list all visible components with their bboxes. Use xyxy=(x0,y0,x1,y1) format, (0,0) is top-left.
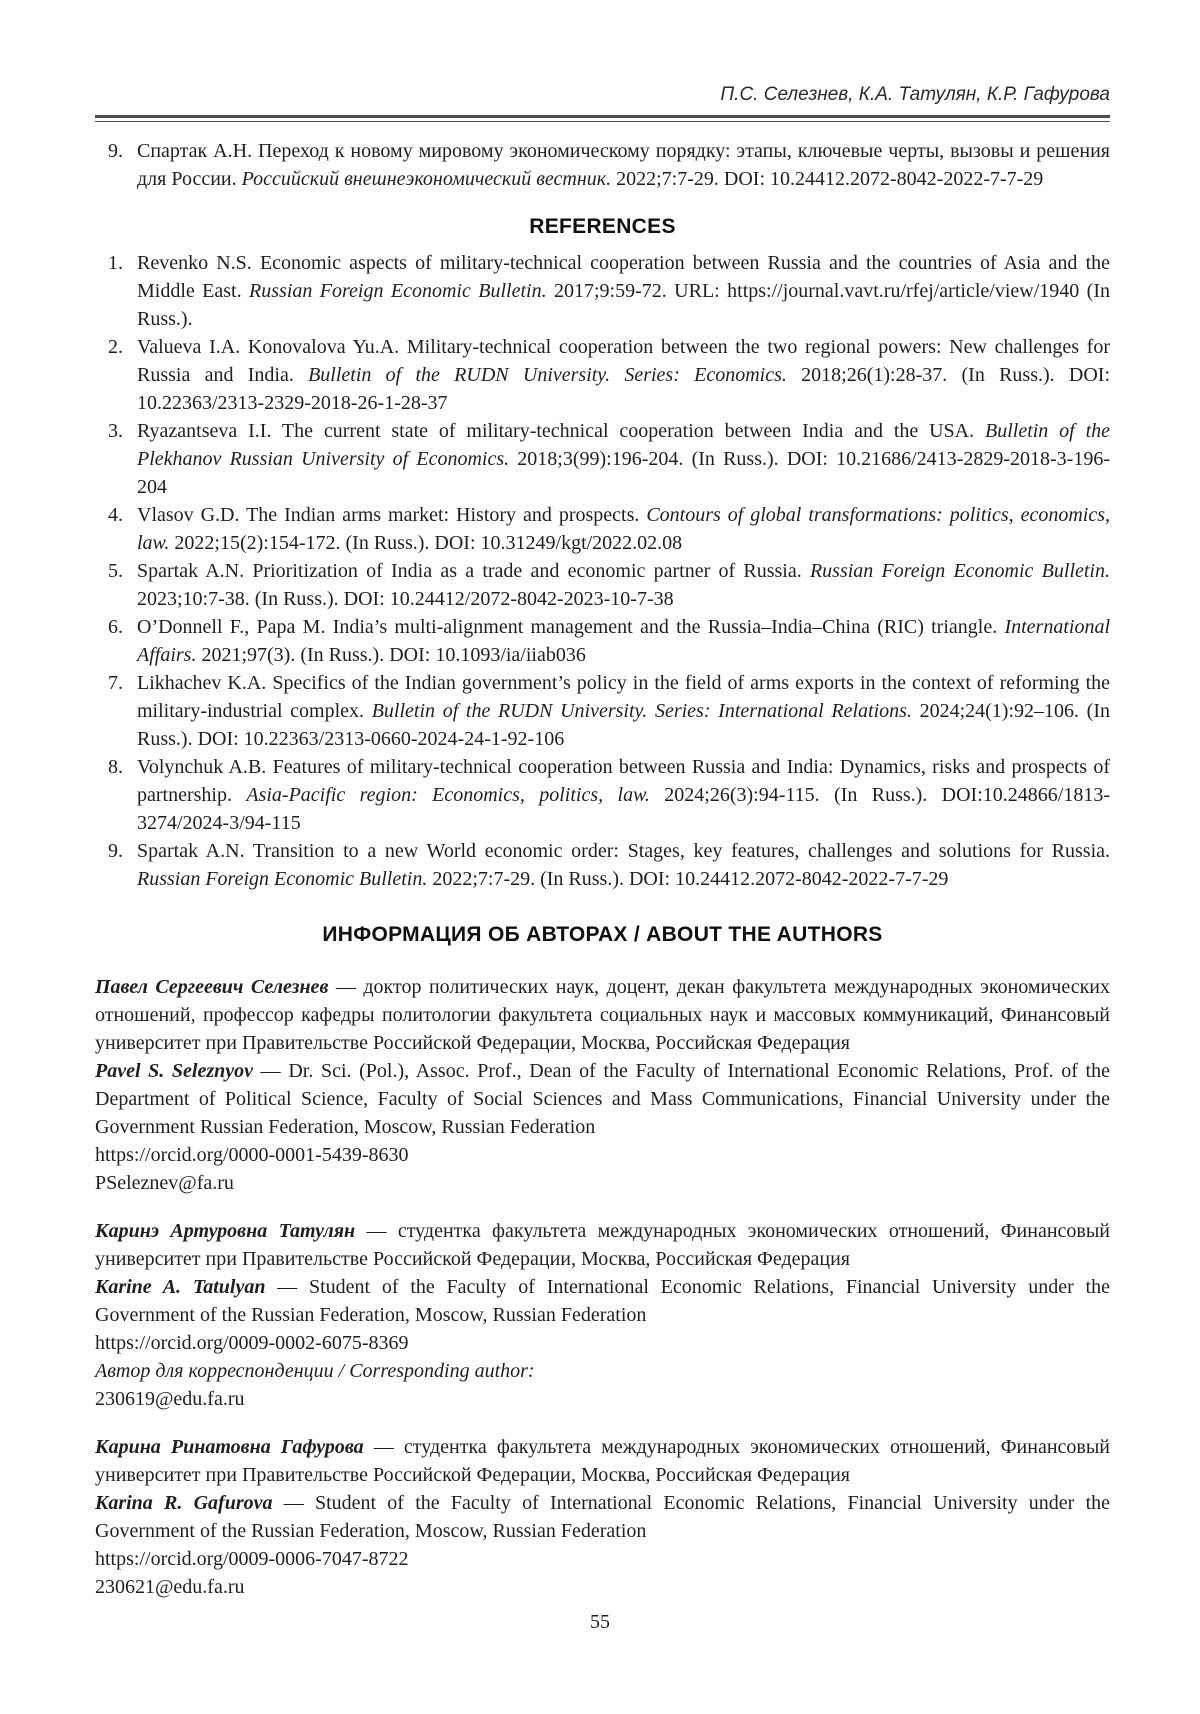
reference-text xyxy=(137,672,1110,750)
text-run: — студентка факультета международных экономических отношений, Финансовый университет при Правительстве Российской Федерации, Москва, Российская Федерация xyxy=(95,1220,1110,1270)
reference-text xyxy=(137,560,1110,610)
author-paragraph xyxy=(95,1169,1110,1197)
text-run: — Student of the Faculty of International Economic Relations, Financial University under the Government of the Russian Federation, Moscow, Russian Federation xyxy=(95,1492,1111,1542)
reference-item xyxy=(95,137,1110,193)
styled-text-run: Павел Сергеевич Селезнев xyxy=(95,976,329,998)
author-block xyxy=(95,1433,1110,1601)
authors-list xyxy=(95,973,1110,1601)
reference-text xyxy=(137,504,1110,554)
author-paragraph xyxy=(95,1573,1110,1601)
reference-item xyxy=(95,753,1110,837)
text-run: 230621@edu.fa.ru xyxy=(95,1576,245,1598)
text-run: https://orcid.org/0009-0006-7047-8722 xyxy=(95,1548,409,1570)
styled-text-run: Карина Ринатовна Гафурова xyxy=(95,1436,364,1458)
author-paragraph xyxy=(95,1217,1110,1273)
reference-text xyxy=(137,616,1110,666)
reference-item xyxy=(95,417,1110,501)
prelude-reference-list xyxy=(95,137,1110,193)
reference-number: 3. xyxy=(108,420,123,442)
text-run: Спартак А.Н. Переход к новому мировому экономическому порядку: этапы, ключевые черты, вызовы и решения для России. xyxy=(137,140,1110,190)
reference-number: 7. xyxy=(108,672,123,694)
author-paragraph xyxy=(95,1273,1110,1329)
reference-text xyxy=(137,336,1110,414)
references-heading: REFERENCES xyxy=(529,215,676,238)
styled-text-run: Российский внешнеэкономический вестник. xyxy=(241,168,612,190)
reference-item xyxy=(95,837,1110,893)
reference-number: 9. xyxy=(108,140,123,162)
running-head-authors: П.С. Селезнев, К.А. Татулян, К.Р. Гафурова xyxy=(720,84,1110,105)
author-block xyxy=(95,973,1110,1197)
text-run: Vlasov G.D. The Indian arms market: History and prospects. xyxy=(137,504,647,526)
reference-item xyxy=(95,501,1110,557)
reference-item xyxy=(95,613,1110,669)
reference-number: 8. xyxy=(108,756,123,778)
author-paragraph xyxy=(95,973,1110,1057)
styled-text-run: International Affairs. xyxy=(137,616,1110,666)
text-run: https://orcid.org/0009-0002-6075-8369 xyxy=(95,1332,409,1354)
styled-text-run: Russian Foreign Economic Bulletin. xyxy=(137,868,428,890)
text-run: 2022;7:7-29. DOI: 10.24412.2072-8042-2022-7-7-29 xyxy=(611,168,1044,190)
author-paragraph xyxy=(95,1433,1110,1489)
text-run: Valueva I.A. Konovalova Yu.A. Military-technical cooperation between the two regional powers: New challenges for Russia and India. xyxy=(137,336,1110,386)
reference-item xyxy=(95,249,1110,333)
author-paragraph xyxy=(95,1329,1110,1357)
text-run: 2022;7:7-29. (In Russ.). DOI: 10.24412.2072-8042-2022-7-7-29 xyxy=(427,868,949,890)
styled-text-run: Asia-Pacific region: Economics, politics, law. xyxy=(246,784,650,806)
reference-list xyxy=(95,249,1110,893)
reference-item xyxy=(95,557,1110,613)
styled-text-run: Bulletin of the RUDN University. Series: International Relations. xyxy=(371,700,912,722)
page-number: 55 xyxy=(590,1611,610,1633)
text-run: 2024;24(1):92–106. (In Russ.). DOI: 10.22363/2313-0660-2024-24-1-92-106 xyxy=(137,700,1110,750)
text-run: Ryazantseva I.I. The current state of military-technical cooperation between India and the USA. xyxy=(137,420,985,442)
styled-text-run: Автор для корреспонденции / Corresponding author: xyxy=(95,1360,535,1382)
text-run: 2022;15(2):154-172. (In Russ.). DOI: 10.31249/kgt/2022.02.08 xyxy=(169,532,683,554)
text-run: PSeleznev@fa.ru xyxy=(95,1172,234,1194)
text-run: https://orcid.org/0000-0001-5439-8630 xyxy=(95,1144,409,1166)
reference-text xyxy=(137,840,1110,890)
text-run: Revenko N.S. Economic aspects of military-technical cooperation between Russia and the countries of Asia and the Middle East. xyxy=(137,252,1110,302)
reference-number: 6. xyxy=(108,616,123,638)
text-run: Volynchuk A.B. Features of military-technical cooperation between Russia and India: Dynamics, risks and prospects of partnership. xyxy=(137,756,1110,806)
styled-text-run: Bulletin of the RUDN University. Series: Economics. xyxy=(308,364,787,386)
text-run: Spartak A.N. Transition to a new World economic order: Stages, key features, challenges and solutions for Russia. xyxy=(137,840,1110,862)
styled-text-run: Russian Foreign Economic Bulletin. xyxy=(809,560,1110,582)
author-paragraph xyxy=(95,1545,1110,1573)
styled-text-run: Contours of global transformations: politics, economics, law. xyxy=(137,504,1110,554)
author-block xyxy=(95,1217,1110,1413)
text-run: — студентка факультета международных экономических отношений, Финансовый университет при Правительстве Российской Федерации, Москва, Российская Федерация xyxy=(95,1436,1110,1486)
text-run: 2021;97(3). (In Russ.). DOI: 10.1093/ia/iiab036 xyxy=(196,644,586,666)
header-rule xyxy=(95,115,1110,122)
reference-text xyxy=(137,140,1110,190)
text-run: Spartak A.N. Prioritization of India as a trade and economic partner of Russia. xyxy=(137,560,810,582)
styled-text-run: Bulletin of the Plekhanov Russian University of Economics. xyxy=(137,420,1111,470)
author-paragraph xyxy=(95,1057,1110,1141)
text-run: 2023;10:7-38. (In Russ.). DOI: 10.24412/2072-8042-2023-10-7-38 xyxy=(137,588,674,610)
reference-item xyxy=(95,669,1110,753)
author-paragraph xyxy=(95,1357,1110,1385)
reference-text xyxy=(137,420,1110,498)
reference-number: 1. xyxy=(108,252,123,274)
reference-number: 4. xyxy=(108,504,123,526)
text-run: — Student of the Faculty of International Economic Relations, Financial University under the Government of the Russian Federation, Moscow, Russian Federation xyxy=(95,1276,1110,1326)
text-run: 2024;26(3):94-115. (In Russ.). DOI:10.24866/1813-3274/2024-3/94-115 xyxy=(137,784,1110,834)
reference-text xyxy=(137,756,1110,834)
author-paragraph xyxy=(95,1489,1110,1545)
text-run: Likhachev K.A. Specifics of the Indian government’s policy in the field of arms exports in the context of reforming the military-industrial complex. xyxy=(137,672,1110,722)
styled-text-run: Karine A. Tatulyan xyxy=(95,1276,266,1298)
reference-item xyxy=(95,333,1110,417)
styled-text-run: Karina R. Gafurova xyxy=(95,1492,273,1514)
reference-text xyxy=(137,252,1110,330)
text-run: — доктор политических наук, доцент, декан факультета международных экономических отношений, профессор кафедры политологии факультета социальных наук и массовых коммуникаций, Финансовый университет при Правительстве Российской Федерации, Москва, Российская Федерация xyxy=(95,976,1110,1054)
reference-number: 5. xyxy=(108,560,123,582)
text-run: 2017;9:59-72. URL: https://journal.vavt.ru/rfej/article/view/1940 (In Russ.). xyxy=(137,280,1110,330)
author-paragraph xyxy=(95,1385,1110,1413)
about-authors-heading: ИНФОРМАЦИЯ ОБ АВТОРАХ / ABOUT THE AUTHORS xyxy=(322,923,883,946)
reference-number: 9. xyxy=(108,840,123,862)
styled-text-run: Russian Foreign Economic Bulletin. xyxy=(249,280,547,302)
text-run: — Dr. Sci. (Pol.), Assoc. Prof., Dean of the Faculty of International Economic Relations, Prof. of the Department of Political Science, Faculty of Social Sciences and Mass Communications, Financial University under the Government Russian Federation, Moscow, Russian Federation xyxy=(95,1060,1110,1138)
text-run: 2018;26(1):28-37. (In Russ.). DOI: 10.22363/2313-2329-2018-26-1-28-37 xyxy=(137,364,1110,414)
text-run: 2018;3(99):196-204. (In Russ.). DOI: 10.21686/2413-2829-2018-3-196-204 xyxy=(137,448,1110,498)
author-paragraph xyxy=(95,1141,1110,1169)
styled-text-run: Pavel S. Seleznyov xyxy=(95,1060,254,1082)
text-run: O’Donnell F., Papa M. India’s multi-alignment management and the Russia–India–China (RIC) triangle. xyxy=(137,616,1005,638)
text-run: 230619@edu.fa.ru xyxy=(95,1388,245,1410)
reference-number: 2. xyxy=(108,336,123,358)
styled-text-run: Каринэ Артуровна Татулян xyxy=(95,1220,356,1242)
